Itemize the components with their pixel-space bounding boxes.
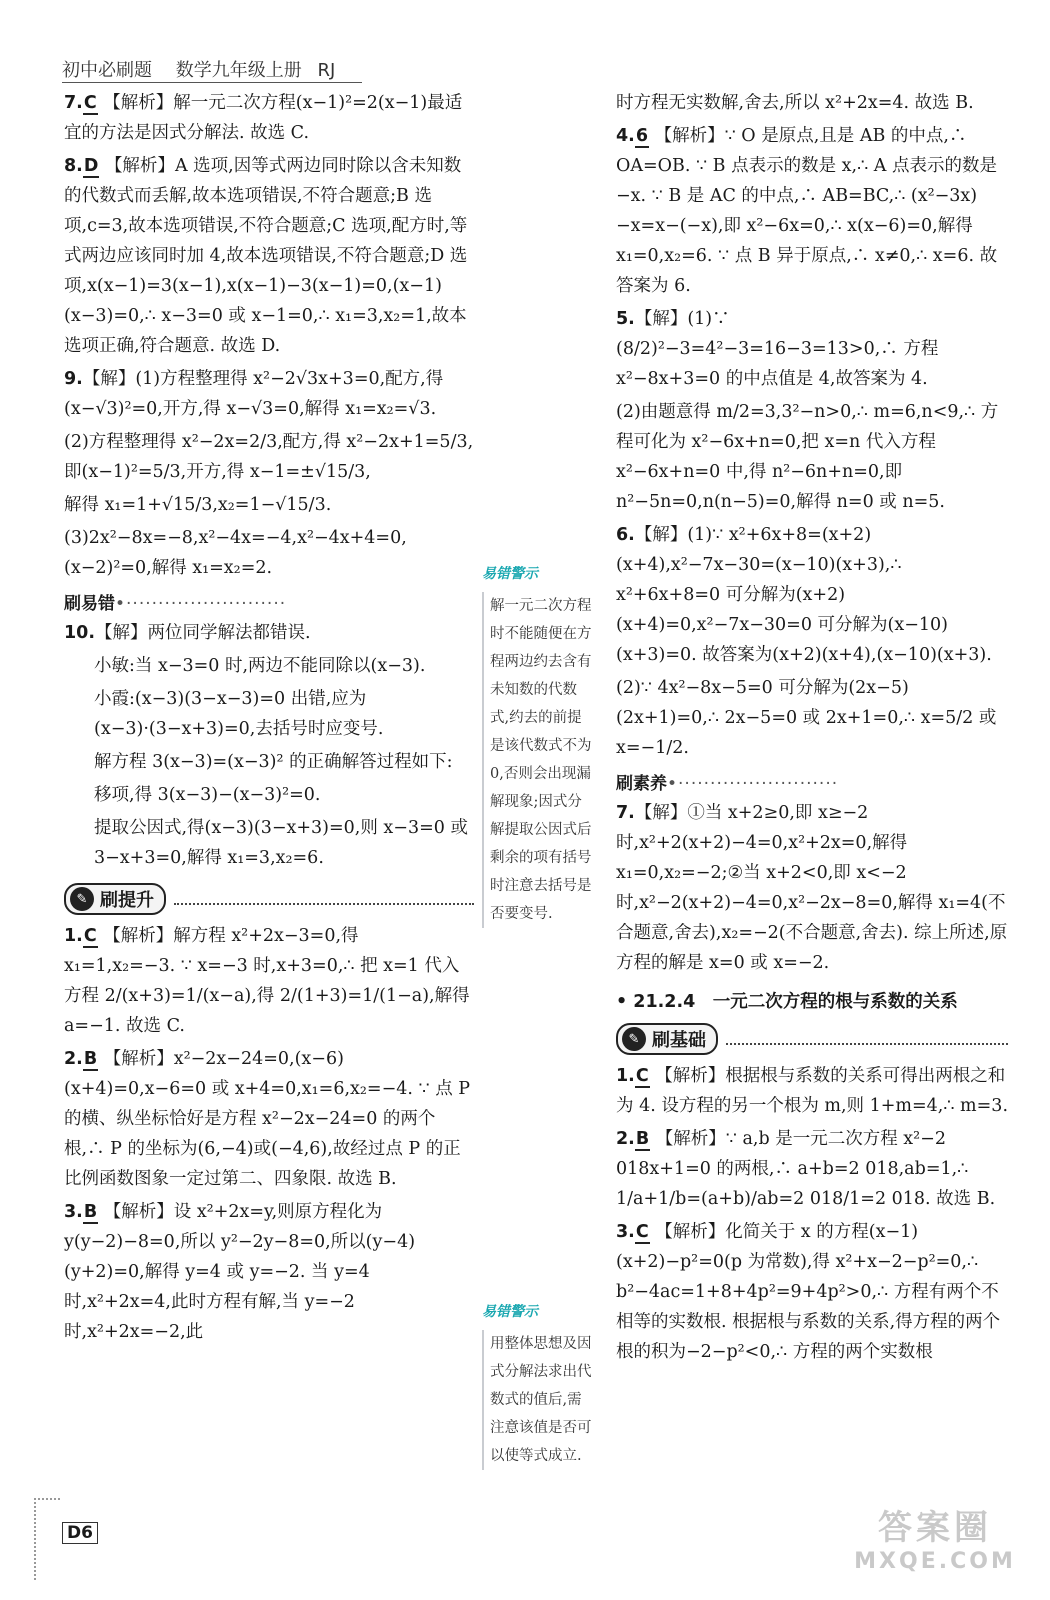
answer-item: 7.【解】①当 x+2≥0,即 x≥−2 时,x²+2(x+2)−4=0,x²+2x=0,解得 x₁=0,x₂=−2;②当 x+2<0,即 x<−2 时,x²−2(x+2)−4=0,x²−2x−8=0,解得 x₁=4(不合题意,舍去),x₂=−2(不合题意,舍去). 综上所述,原方程的解是 x=0 或 x=−2. (616, 803, 1008, 973)
tag-error: 刷易错•························· (64, 594, 287, 614)
answer-item: 2.B 【解析】∵ a,b 是一元二次方程 x²−2 018x+1=0 的两根,∴ a+b=2 018,ab=1,∴ 1/a+1/b=(a+b)/ab=2 018/1=2 018. 故选 B. (616, 1129, 996, 1209)
pencil-icon: ✎ (622, 1027, 646, 1051)
answer-item: 9.【解】(1)方程整理得 x²−2√3x+3=0,配方,得(x−√3)²=0,开方,得 x−√3=0,解得 x₁=x₂=√3. (64, 369, 444, 419)
answer-item: (2)∵ 4x²−8x−5=0 可分解为(2x−5)(2x+1)=0,∴ 2x−5=0 或 2x+1=0,∴ x=5/2 或 x=−1/2. (616, 678, 997, 758)
answer-line: 提取公因式,得(x−3)(3−x+3)=0,则 x−3=0 或 3−x+3=0,解得 x₁=3,x₂=6. (94, 818, 468, 868)
answer-line: 小霞:(x−3)(3−x−3)=0 出错,应为(x−3)·(3−x+3)=0,去括号时应变号. (94, 689, 384, 739)
banner-improve: ✎ 刷提升 (64, 883, 474, 915)
pencil-icon: ✎ (70, 887, 94, 911)
answer-item: 1.C 【解析】根据根与系数的关系可得出两根之和为 4. 设方程的另一个根为 m,则 1+m=4,∴ m=3. (616, 1066, 1009, 1116)
corner-decoration (34, 1498, 60, 1580)
tag-literacy: 刷素养•························· (616, 774, 839, 794)
book-subject: 数学九年级上册 (175, 60, 302, 81)
answer-line: 移项,得 3(x−3)−(x−3)²=0. (94, 785, 321, 805)
answer-item: 7.C 【解析】解一元二次方程(x−1)²=2(x−1)最适宜的方法是因式分解法. 故选 C. (64, 93, 463, 143)
left-column (64, 88, 474, 1350)
page-number: D6 (62, 1522, 98, 1544)
side-tip-2: 易错警示 用整体思想及因式分解法求出代数式的值后,需注意该值是否可以使等式成立. (482, 1298, 592, 1470)
answer-line: 小敏:当 x−3=0 时,两边不能同除以(x−3). (94, 656, 426, 676)
watermark: 答案圈 MXQE.COM (854, 1508, 1016, 1574)
page-header (62, 56, 335, 82)
answer-line: 解方程 3(x−3)=(x−3)² 的正确解答过程如下: (94, 752, 453, 772)
section-title: • 21.2.4 一元二次方程的根与系数的关系 (616, 992, 958, 1012)
answer-item: (2)方程整理得 x²−2x=2/3,配方,得 x²−2x+1=5/3,即(x−1)²=5/3,开方,得 x−1=±√15/3, (64, 432, 474, 482)
answer-item: 3.C 【解析】化简关于 x 的方程(x−1)(x+2)−p²=0(p 为常数),得 x²+x−2−p²=0,∴ b²−4ac=1+8+4p²=9+4p²>0,∴ 方程有两个不相等的实数根. 根据根与系数的关系,得方程的两个根的积为−2−p²<0,∴ 方程的两个实数根 (616, 1222, 1001, 1362)
answer-item: (3)2x²−8x=−8,x²−4x=−4,x²−4x+4=0,(x−2)²=0,解得 x₁=x₂=2. (64, 528, 407, 578)
answer-item-10: 10.【解】两位同学解法都错误. (64, 623, 311, 643)
answer-item: 3.B 【解析】设 x²+2x=y,则原方程化为 y(y−2)−8=0,所以 y²−2y−8=0,所以(y−4)(y+2)=0,解得 y=4 或 y=−2. 当 y=4 时,x²+2x=4,此时方程有解,当 y=−2 时,x²+2x=−2,此 (64, 1202, 416, 1342)
answer-item: 5.【解】(1)∵ (8/2)²−3=4²−3=16−3=13>0,∴ 方程 x²−8x+3=0 的中点值是 4,故答案为 4. (616, 309, 939, 389)
book-edition: RJ (317, 60, 336, 81)
answer-item: 8.D 【解析】A 选项,因等式两边同时除以含未知数的代数式而丢解,故本选项错误,不符合题意;B 选项,c=3,故本选项错误,不符合题意;C 选项,配方时,等式两边应该同时加 4,故本选项错误,不符合题意;D 选项,x(x−1)=3(x−1),x(x−1)−3(x−1)=0,(x−1)(x−3)=0,∴ x−3=0 或 x−1=0,∴ x₁=3,x₂=1,故本选项正确,符合题意. 故选 D. (64, 156, 468, 356)
answer-item: 1.C 【解析】解方程 x²+2x−3=0,得 x₁=1,x₂=−3. ∵ x=−3 时,x+3=0,∴ 把 x=1 代入方程 2/(x+3)=1/(x−a),得 2/(1+3)=1/(1−a),解得 a=−1. 故选 C. (64, 926, 470, 1036)
answer-item: 6.【解】(1)∵ x²+6x+8=(x+2)(x+4),x²−7x−30=(x−10)(x+3),∴ x²+6x+8=0 可分解为(x+2)(x+4)=0,x²−7x−30=0 可分解为(x−10)(x+3)=0. 故答案为(x+2)(x+4),(x−10)(x+3). (616, 525, 992, 665)
answer-item: 2.B 【解析】x²−2x−24=0,(x−6)(x+4)=0,x−6=0 或 x+4=0,x₁=6,x₂=−4. ∵ 点 P 的横、纵坐标恰好是方程 x²−2x−24=0 的两个根,∴ P 的坐标为(6,−4)或(−4,6),故经过点 P 的正比例函数图象一定过第二、四象限. 故选 B. (64, 1049, 471, 1189)
answer-continuation: 时方程无实数解,舍去,所以 x²+2x=4. 故选 B. (616, 93, 974, 113)
answer-item: 4.6 【解析】∵ O 是原点,且是 AB 的中点,∴ OA=OB. ∵ B 点表示的数是 x,∴ A 点表示的数是−x. ∵ B 是 AC 的中点,∴ AB=BC,∴ (x²−3x)−x=x−(−x),即 x²−6x=0,∴ x(x−6)=0,解得 x₁=0,x₂=6. ∵ 点 B 异于原点,∴ x≠0,∴ x=6. 故答案为 6. (616, 126, 998, 296)
answer-item: 解得 x₁=1+√15/3,x₂=1−√15/3. (64, 495, 332, 515)
answer-item: (2)由题意得 m/2=3,3²−n>0,∴ m=6,n<9,∴ 方程可化为 x²−6x+n=0,把 x=n 代入方程 x²−6x+n=0 中,得 n²−6n+n=0,即 n²−5n=0,n(n−5)=0,解得 n=0 或 n=5. (616, 402, 999, 512)
book-title: 初中必刷题 (62, 60, 152, 81)
right-column (616, 88, 1008, 1370)
header-rule (62, 82, 362, 83)
banner-basic: ✎ 刷基础 (616, 1023, 1008, 1055)
side-tip-1: 易错警示 解一元二次方程时不能随便在方程两边约去含有未知数的代数式,约去的前提是该代数式不为 0,否则会出现漏解现象;因式分解提取公因式后剩余的项有括号时注意去括号是否要变号. (482, 560, 592, 928)
